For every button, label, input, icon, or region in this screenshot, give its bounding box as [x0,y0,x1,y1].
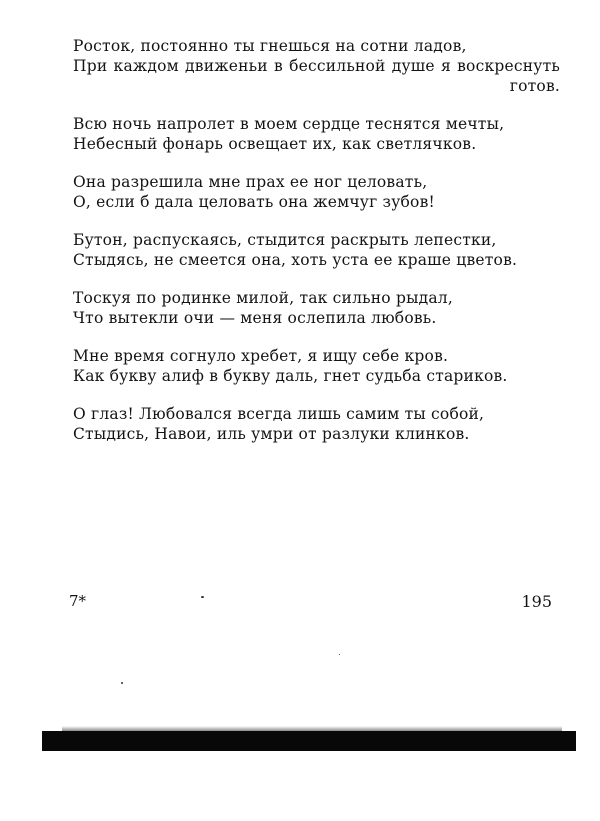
scan-edge-bar [42,731,576,751]
poem-line: О глаз! Любовался всегда лишь самим ты собой, [73,405,485,423]
poem-line: Стыдясь, не смеется она, хоть уста ее краше цветов. [73,251,518,269]
poem-line: Тоскуя по родинке милой, так сильно рыдал, [73,289,453,307]
print-speck [121,682,123,684]
poem-line: Бутон, распускаясь, стыдится раскрыть лепестки, [73,231,497,249]
stanza-6 [73,346,560,386]
print-speck [201,596,204,598]
stanza-3 [73,172,560,212]
stanza-4 [73,230,560,270]
poem-line-continuation: готов. [509,77,560,95]
stanza-7 [73,404,560,444]
print-speck [339,654,340,655]
poem-line: Мне время согнуло хребет, я ищу себе кров. [73,347,449,365]
poem-line: Что вытекли очи — меня ослепила любовь. [73,309,437,327]
poem-line: При каждом движеньи в бессильной душе я воскреснуть [73,57,560,75]
poem-line: Она разрешила мне прах ее ног целовать, [73,173,428,191]
poem-line: О, если б дала целовать она жемчуг зубов! [73,193,435,211]
poem-line: Небесный фонарь освещает их, как светлячков. [73,135,477,153]
page-number: 195 [521,592,552,611]
poem-line: Как букву алиф в букву даль, гнет судьба стариков. [73,367,508,385]
poem-line: Всю ночь напролет в моем сердце теснятся мечты, [73,115,505,133]
stanza-5 [73,288,560,328]
poem-text [73,36,560,462]
stanza-1 [73,36,560,96]
stanza-2 [73,114,560,154]
poem-line: Стыдись, Навои, иль умри от разлуки клинков. [73,425,470,443]
signature-mark: 7* [69,592,87,610]
poem-line: Росток, постоянно ты гнешься на сотни ладов, [73,37,467,55]
